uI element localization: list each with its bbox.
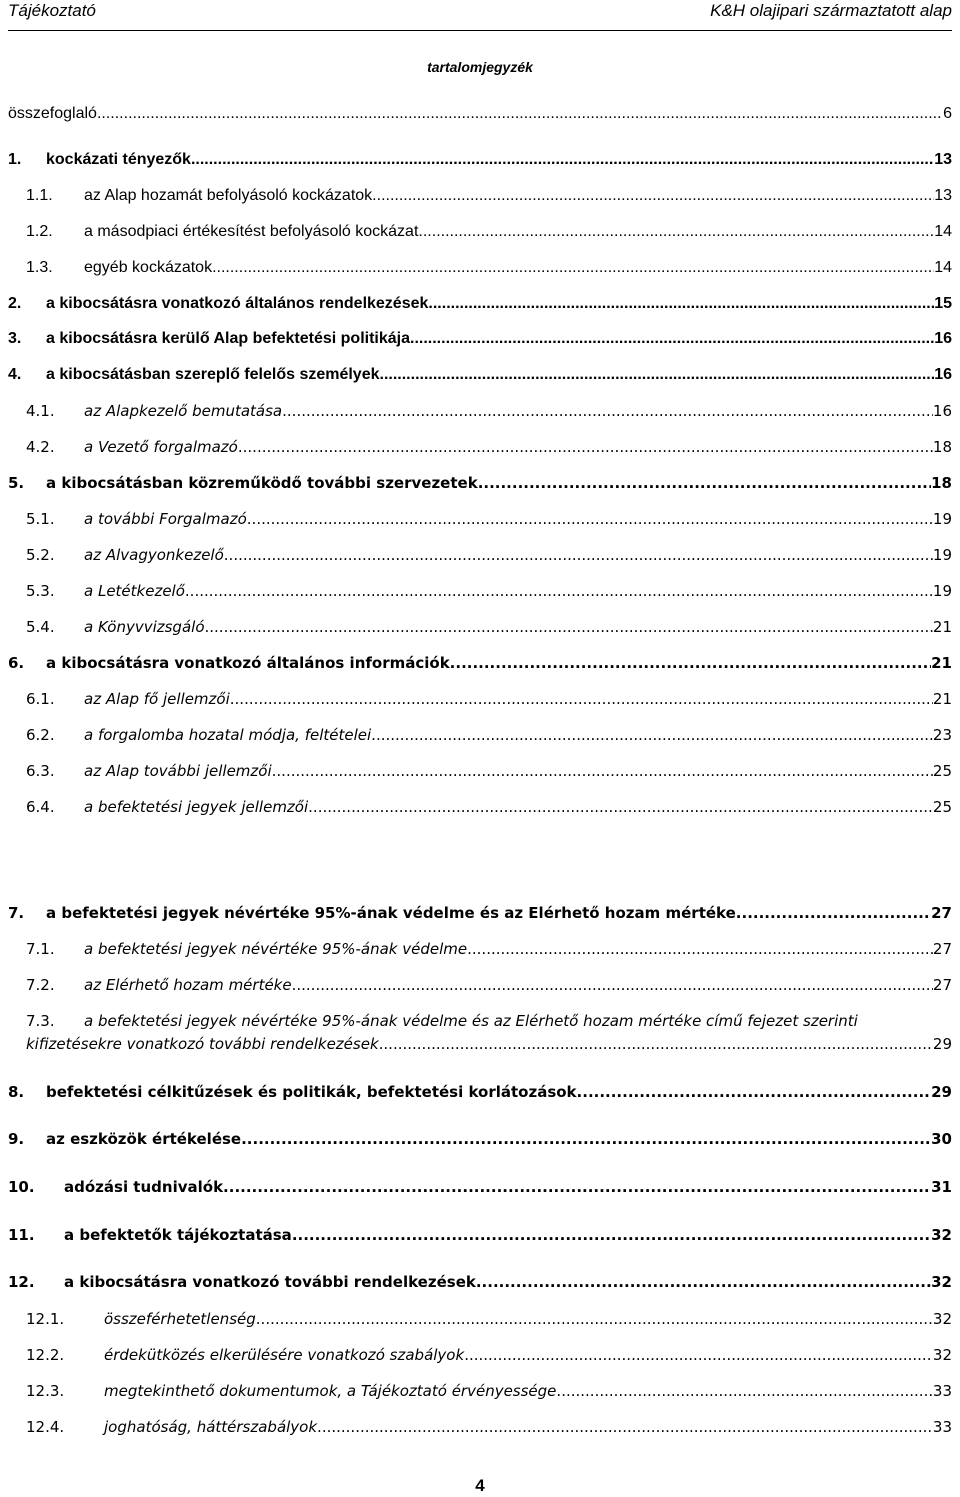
- toc-entry-page: 32: [932, 1310, 952, 1328]
- toc-entry-page: 23: [932, 726, 952, 744]
- toc-entry-text: az Alap további jellemzői: [84, 762, 272, 780]
- toc-entry-number: 1.: [8, 151, 22, 168]
- toc-entry-number: 6.: [8, 654, 25, 672]
- toc-entry-number: 5.1.: [26, 510, 55, 528]
- toc-entry-7-2[interactable]: [0, 974, 960, 996]
- toc-entry-page: 21: [932, 690, 952, 708]
- toc-entry-number: 12.1.: [26, 1310, 65, 1328]
- toc-entry-text: megtekinthető dokumentumok, a Tájékoztató érvényessége: [104, 1382, 557, 1400]
- toc-entry-page: 13: [934, 187, 952, 204]
- toc-entry-6-1[interactable]: [0, 688, 960, 710]
- toc-entry-text: az eszközök értékelése: [46, 1130, 242, 1148]
- toc-entry-number: 4.2.: [26, 438, 55, 456]
- toc-entry-number: 5.4.: [26, 618, 55, 636]
- toc-entry-12-3[interactable]: [0, 1380, 960, 1402]
- toc-entry-5-4[interactable]: [0, 616, 960, 638]
- toc-entry-text: a másodpiaci értékesítést befolyásoló kockázat: [84, 223, 419, 240]
- toc-entry-7-1[interactable]: [0, 938, 960, 960]
- toc-entry-number: 10.: [8, 1178, 35, 1196]
- toc-entry-number: 1.2.: [26, 223, 53, 240]
- toc-entry-page: 6: [943, 105, 952, 122]
- toc-entry-number: 5.3.: [26, 582, 55, 600]
- toc-entry-page: 19: [932, 546, 952, 564]
- toc-entry-5[interactable]: [0, 472, 960, 494]
- toc-entry-number: 12.2.: [26, 1346, 65, 1364]
- toc-entry-number: 12.: [8, 1273, 35, 1291]
- toc-entry-page: 33: [932, 1382, 952, 1400]
- toc-entry-page: 13: [934, 151, 952, 168]
- toc-entry-text: a Letétkezelő: [84, 582, 185, 600]
- toc-entry-number: 7.1.: [26, 940, 55, 958]
- toc-entry-number: 4.: [8, 366, 22, 383]
- toc-entry-1[interactable]: [0, 149, 960, 171]
- toc-entry-page: 21: [932, 618, 952, 636]
- toc-entry-11[interactable]: [0, 1224, 960, 1246]
- toc-entry-text: összefoglaló: [8, 105, 97, 122]
- toc-entry-6-4[interactable]: [0, 796, 960, 818]
- toc-entry-page: 18: [931, 474, 952, 492]
- toc-entry-8[interactable]: [0, 1081, 960, 1103]
- toc-entry-number: 7.3.: [26, 1012, 55, 1030]
- toc-entry-text: az Alapkezelő bemutatása: [84, 402, 283, 420]
- toc-entry-12-1[interactable]: [0, 1308, 960, 1330]
- header-left-title: Tájékoztató: [8, 1, 96, 20]
- toc-entry-12-2[interactable]: [0, 1344, 960, 1366]
- toc-entry-page: 31: [931, 1178, 952, 1196]
- toc-entry-page: 14: [934, 223, 952, 240]
- toc-entry-1-1[interactable]: [0, 185, 960, 207]
- toc-entry-4-2[interactable]: [0, 436, 960, 458]
- toc-entry-number: 12.3.: [26, 1382, 65, 1400]
- toc-entry-page: 29: [932, 1035, 952, 1053]
- toc-entry-text: a kibocsátásra kerülő Alap befektetési politikája: [46, 330, 410, 347]
- toc-entry-text: a befektetők tájékoztatása: [64, 1226, 292, 1244]
- toc-entry-7[interactable]: [0, 902, 960, 924]
- toc-entry-9[interactable]: [0, 1128, 960, 1150]
- toc-entry-page: 27: [932, 940, 952, 958]
- toc-entry-page: 32: [931, 1226, 952, 1244]
- header-right-title: K&H olajipari származtatott alap: [710, 1, 952, 20]
- toc-entry-page: 25: [932, 798, 952, 816]
- toc-entry-text: adózási tudnivalók: [64, 1178, 224, 1196]
- toc-entry-number: 5.2.: [26, 546, 55, 564]
- toc-entry-page: 19: [932, 510, 952, 528]
- toc-entry-4[interactable]: [0, 364, 960, 386]
- toc-entry-7-3[interactable]: [0, 1033, 960, 1055]
- toc-entry-number: 7.2.: [26, 976, 55, 994]
- toc-entry-text: befektetési célkitűzések és politikák, befektetési korlátozások: [46, 1083, 577, 1101]
- toc-entry-page: 18: [932, 438, 952, 456]
- toc-entry-6-3[interactable]: [0, 760, 960, 782]
- toc-entry-page: 27: [932, 976, 952, 994]
- toc-entry-3[interactable]: [0, 328, 960, 350]
- toc-entry-number: 6.3.: [26, 762, 55, 780]
- toc-entry-text: a forgalomba hozatal módja, feltételei: [84, 726, 372, 744]
- toc-entry-10[interactable]: [0, 1176, 960, 1198]
- toc-entry-text: kockázati tényezők: [46, 151, 191, 168]
- toc-entry-5-1[interactable]: [0, 508, 960, 530]
- toc-entry-page: 30: [931, 1130, 952, 1148]
- toc-entry-number: 1.1.: [26, 187, 53, 204]
- toc-entry-page: 32: [931, 1273, 952, 1291]
- toc-entry-page: 19: [932, 582, 952, 600]
- page-header: [8, 0, 952, 31]
- toc-entry-number: 6.2.: [26, 726, 55, 744]
- toc-entry-text: joghatóság, háttérszabályok: [104, 1418, 318, 1436]
- toc-entry-text: a kibocsátásra vonatkozó további rendelkezések: [64, 1273, 476, 1291]
- toc-entry-12-4[interactable]: [0, 1416, 960, 1438]
- page-number: 4: [475, 1476, 485, 1495]
- toc-entry-number: 5.: [8, 474, 25, 492]
- toc-entry-text: érdekütközés elkerülésére vonatkozó szabályok: [104, 1346, 465, 1364]
- toc-entry-7-3-line1: a befektetési jegyek névértéke 95%-ának védelme és az Elérhető hozam mértéke című fejezet szerinti: [84, 1012, 858, 1030]
- toc-entry-summary[interactable]: [0, 103, 960, 125]
- toc-entry-5-2[interactable]: [0, 544, 960, 566]
- toc-entry-number: 11.: [8, 1226, 35, 1244]
- toc-entry-page: 27: [931, 904, 952, 922]
- toc-entry-number: 1.3.: [26, 259, 53, 276]
- toc-entry-number: 12.4.: [26, 1418, 65, 1436]
- toc-entry-page: 16: [934, 366, 952, 383]
- toc-entry-6[interactable]: [0, 652, 960, 674]
- toc-entry-text: kifizetésekre vonatkozó további rendelkezések: [26, 1035, 379, 1053]
- toc-entry-number: 3.: [8, 330, 22, 347]
- toc-entry-text: a befektetési jegyek névértéke 95%-ának védelme és az Elérhető hozam mértéke: [46, 904, 736, 922]
- toc-entry-text: a Vezető forgalmazó: [84, 438, 238, 456]
- toc-entry-page: 25: [932, 762, 952, 780]
- toc-entry-text: a kibocsátásban szereplő felelős személyek: [46, 366, 380, 383]
- toc-entry-text: az Alap fő jellemzői: [84, 690, 230, 708]
- toc-entry-number: 4.1.: [26, 402, 55, 420]
- toc-entry-page: 21: [931, 654, 952, 672]
- toc-entry-page: 29: [931, 1083, 952, 1101]
- toc-entry-12[interactable]: [0, 1271, 960, 1293]
- toc-entry-text: a kibocsátásra vonatkozó általános rendelkezések: [46, 295, 429, 312]
- toc-entry-text: egyéb kockázatok: [84, 259, 213, 276]
- toc-entry-page: 16: [934, 330, 952, 347]
- toc-entry-text: a Könyvvizsgáló: [84, 618, 205, 636]
- toc-entry-6-2[interactable]: [0, 724, 960, 746]
- toc-entry-page: 16: [932, 402, 952, 420]
- toc-entry-2[interactable]: [0, 293, 960, 315]
- toc-entry-4-1[interactable]: [0, 400, 960, 422]
- toc-entry-text: az Elérhető hozam mértéke: [84, 976, 292, 994]
- toc-entry-page: 14: [934, 259, 952, 276]
- toc-title: tartalomjegyzék: [427, 59, 533, 75]
- toc-entry-text: a további Forgalmazó: [84, 510, 247, 528]
- toc-entry-1-3[interactable]: [0, 257, 960, 279]
- toc-entry-text: a kibocsátásra vonatkozó általános információk: [46, 654, 450, 672]
- toc-entry-number: 6.4.: [26, 798, 55, 816]
- toc-entry-text: az Alvagyonkezelő: [84, 546, 224, 564]
- toc-entry-number: 6.1.: [26, 690, 55, 708]
- toc-entry-1-2[interactable]: [0, 221, 960, 243]
- toc-entry-text: a kibocsátásban közreműködő további szervezetek: [46, 474, 478, 492]
- toc-entry-number: 8.: [8, 1083, 25, 1101]
- toc-entry-text: a befektetési jegyek jellemzői: [84, 798, 309, 816]
- toc-entry-text: összeférhetetlenség: [104, 1310, 256, 1328]
- toc-entry-page: 33: [932, 1418, 952, 1436]
- toc-entry-page: 32: [932, 1346, 952, 1364]
- toc-entry-number: 9.: [8, 1130, 25, 1148]
- toc-entry-text: a befektetési jegyek névértéke 95%-ának védelme: [84, 940, 468, 958]
- toc-entry-number: 2.: [8, 295, 22, 312]
- toc-entry-page: 15: [934, 295, 952, 312]
- toc-entry-text: az Alap hozamát befolyásoló kockázatok: [84, 187, 373, 204]
- toc-entry-5-3[interactable]: [0, 580, 960, 602]
- toc-entry-number: 7.: [8, 904, 25, 922]
